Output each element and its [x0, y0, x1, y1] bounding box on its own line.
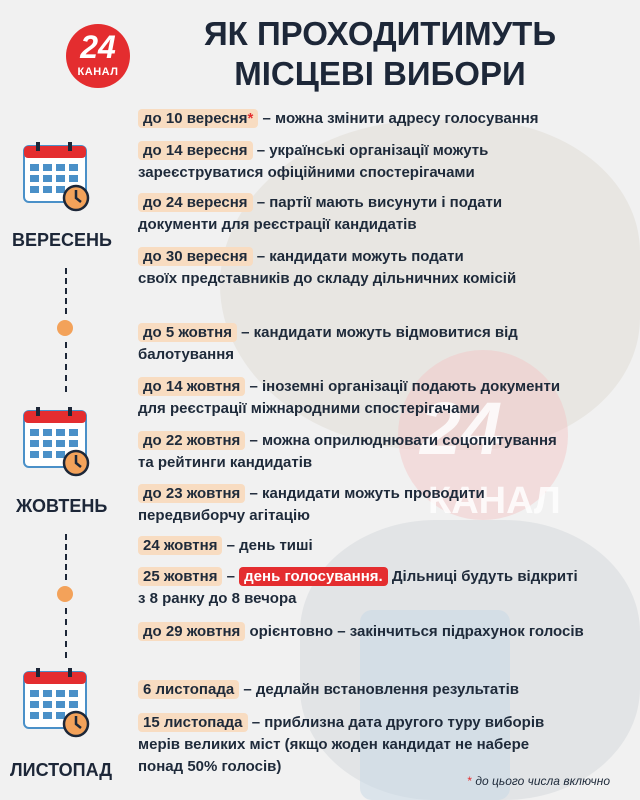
event-date: до 30 вересня [138, 247, 253, 266]
calendar-clock-icon [22, 405, 90, 477]
voting-day-highlight: день голосування. [239, 567, 388, 586]
timeline-event [138, 246, 516, 290]
event-text: – [222, 568, 240, 585]
event-text: – українські організації можуть [252, 142, 489, 159]
event-text: – день тиші [222, 537, 313, 554]
event-date: 24 жовтня [138, 536, 222, 555]
event-text: – можна змінити адресу голосування [258, 110, 539, 127]
event-text-line3: понад 50% голосів) [138, 758, 282, 775]
event-text: – дедлайн встановлення результатів [239, 681, 519, 698]
event-text-line2: мерів великих міст (якщо жоден кандидат не набере [138, 736, 530, 753]
event-text-line2: балотування [138, 346, 235, 363]
event-text-line2: з 8 ранку до 8 вечора [138, 590, 297, 607]
timeline-dot [57, 320, 73, 336]
timeline-event [138, 712, 544, 778]
event-text: – можна оприлюднювати соцопитування [245, 432, 557, 449]
event-text-line2: передвиборчу агітацію [138, 507, 310, 524]
event-date: до 14 жовтня [138, 377, 245, 396]
event-text: – партії мають висунути і подати [252, 194, 503, 211]
timeline-event [138, 140, 488, 184]
timeline-event [138, 621, 584, 643]
watermark-number: 24 [420, 387, 503, 470]
timeline-event [138, 430, 557, 474]
event-date: до 10 вересня* [138, 109, 258, 128]
timeline-connector [65, 342, 67, 392]
asterisk: * [247, 110, 254, 127]
timeline-connector [65, 268, 67, 314]
timeline-event [138, 322, 518, 366]
event-text-line2: зареєструватися офіційними спостерігачами [138, 164, 475, 181]
event-date: до 5 жовтня [138, 323, 237, 342]
timeline-event [138, 566, 578, 610]
month-label-september: ВЕРЕСЕНЬ [12, 230, 112, 250]
timeline-event [138, 376, 560, 420]
timeline-event [138, 535, 313, 557]
timeline-event [138, 679, 519, 701]
event-text-line2: для реєстрації міжнародними спостерігачами [138, 400, 480, 417]
calendar-clock-icon [22, 666, 90, 738]
event-date: 6 листопада [138, 680, 239, 699]
event-text: – кандидати можуть відмовитися від [236, 324, 518, 341]
month-label-october: ЖОВТЕНЬ [16, 496, 108, 516]
month-label-november: ЛИСТОПАД [10, 760, 113, 780]
event-text-line2: документи для реєстрації кандидатів [138, 216, 417, 233]
asterisk: * [467, 774, 473, 788]
timeline-connector [65, 608, 67, 658]
page-title [160, 14, 600, 94]
title-line-2: МІСЦЕВІ ВИБОРИ [234, 55, 526, 92]
timeline-event [138, 483, 485, 527]
event-text: – кандидати можуть подати [252, 248, 464, 265]
event-date: 25 жовтня [138, 567, 222, 586]
event-text: орієнтовно – закінчиться підрахунок голосів [245, 623, 584, 640]
event-text-line2: своїх представників до складу дільничних комісій [138, 270, 517, 287]
footnote-text: до цього числа включно [472, 774, 610, 788]
event-text: – приблизна дата другого туру виборів [247, 714, 545, 731]
event-date: до 22 жовтня [138, 431, 245, 450]
event-date: до 14 вересня [138, 141, 253, 160]
event-date: 15 листопада [138, 713, 248, 732]
channel-logo [66, 24, 130, 88]
event-text: – кандидати можуть проводити [245, 485, 485, 502]
calendar-clock-icon [22, 140, 90, 212]
watermark-text: КАНАЛ [428, 480, 561, 522]
event-text-after: Дільниці будуть відкриті [387, 568, 578, 585]
timeline-event [138, 192, 502, 236]
title-line-1: ЯК ПРОХОДИТИМУТЬ [203, 15, 557, 52]
event-date: до 24 вересня [138, 193, 253, 212]
timeline-connector [65, 534, 67, 580]
footnote [467, 774, 610, 788]
event-text-line2: та рейтинги кандидатів [138, 454, 313, 471]
timeline-event [138, 108, 539, 130]
logo-number: 24 [80, 29, 116, 65]
event-text: – іноземні організації подають документи [245, 378, 561, 395]
timeline-dot [57, 586, 73, 602]
event-date: до 29 жовтня [138, 622, 245, 641]
event-date: до 23 жовтня [138, 484, 245, 503]
logo-text: КАНАЛ [77, 66, 119, 78]
